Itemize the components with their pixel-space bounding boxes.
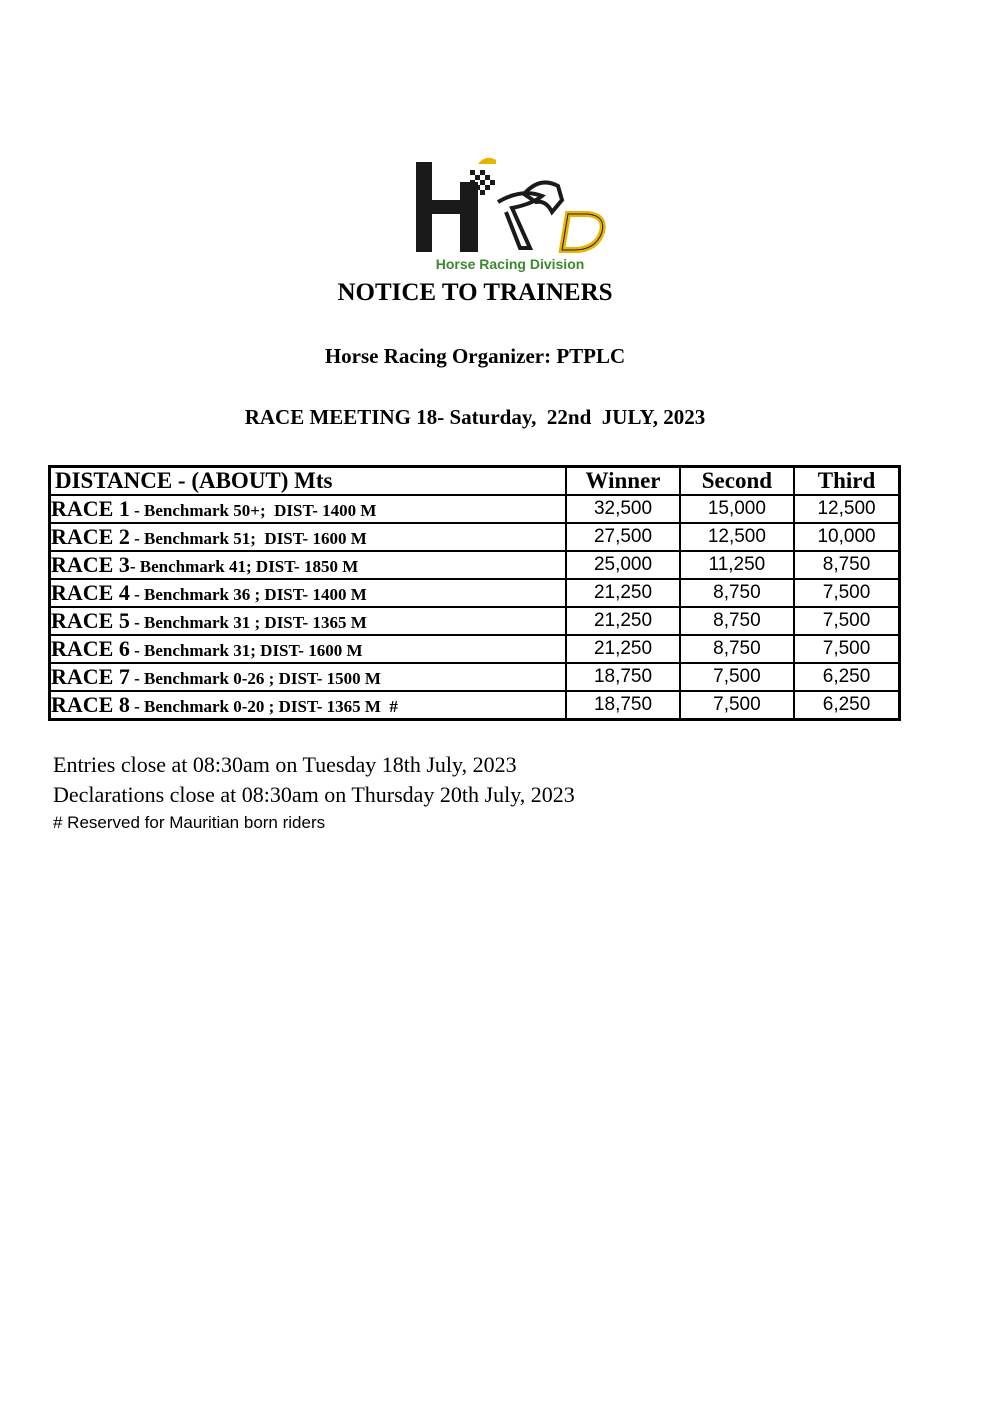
reserved-note: # Reserved for Mauritian born riders [53,813,326,832]
page-title: NOTICE TO TRAINERS [337,279,613,306]
logo-jockey-checks [470,170,495,195]
race-cell [50,495,567,523]
table-header-row [50,467,900,496]
race-number: RACE 4 [51,580,130,605]
second-prize: 7,500 [680,691,794,720]
third-prize: 8,750 [794,551,899,579]
table-row [50,523,900,551]
winner-prize: 21,250 [566,607,679,635]
organizer-line: Horse Racing Organizer: PTPLC [324,344,626,368]
table-row [50,495,900,523]
third-prize: 10,000 [794,523,899,551]
second-prize: 15,000 [680,495,794,523]
logo-helmet [478,158,496,164]
entries-close-note: Entries close at 08:30am on Tuesday 18th July, 2023 [53,752,517,777]
second-prize: 7,500 [680,663,794,691]
third-prize: 6,250 [794,691,899,720]
race-number: RACE 6 [51,636,130,661]
race-number: RACE 3 [51,552,130,577]
header-third: Third [794,467,899,496]
third-prize: 12,500 [794,495,899,523]
race-cell [50,691,567,720]
race-prize-table [48,465,901,721]
table-row [50,579,900,607]
race-cell [50,635,567,663]
declarations-close-note: Declarations close at 08:30am on Thursday 20th July, 2023 [53,782,575,807]
race-cell [50,663,567,691]
second-prize: 8,750 [680,579,794,607]
second-prize: 12,500 [680,523,794,551]
winner-prize: 18,750 [566,663,679,691]
race-description: - Benchmark 31 ; DIST- 1365 M [129,613,367,632]
second-prize: 8,750 [680,607,794,635]
logo-d [562,214,603,250]
race-description: - Benchmark 50+; DIST- 1400 M [129,501,377,520]
race-description: - Benchmark 0-20 ; DIST- 1365 M # [129,697,398,716]
race-number: RACE 1 [51,496,130,521]
race-description: - Benchmark 41; DIST- 1850 M [129,557,359,576]
race-cell [50,579,567,607]
race-cell [50,607,567,635]
meeting-line: RACE MEETING 18- Saturday, 22nd JULY, 2023 [244,405,706,429]
winner-prize: 32,500 [566,495,679,523]
race-description: - Benchmark 51; DIST- 1600 M [129,529,367,548]
logo-caption: Horse Racing Division [435,256,585,272]
table-row [50,663,900,691]
winner-prize: 18,750 [566,691,679,720]
winner-prize: 21,250 [566,579,679,607]
race-description: - Benchmark 31; DIST- 1600 M [129,641,363,660]
third-prize: 6,250 [794,663,899,691]
second-prize: 8,750 [680,635,794,663]
race-number: RACE 2 [51,524,130,549]
race-number: RACE 7 [51,664,130,689]
winner-prize: 21,250 [566,635,679,663]
race-description: - Benchmark 0-26 ; DIST- 1500 M [129,669,381,688]
third-prize: 7,500 [794,579,899,607]
race-number: RACE 5 [51,608,130,633]
race-description: - Benchmark 36 ; DIST- 1400 M [129,585,367,604]
header-second: Second [680,467,794,496]
table-row [50,607,900,635]
header-winner: Winner [566,467,679,496]
third-prize: 7,500 [794,635,899,663]
table-row [50,691,900,720]
table-row [50,551,900,579]
winner-prize: 25,000 [566,551,679,579]
second-prize: 11,250 [680,551,794,579]
table-row [50,635,900,663]
race-number: RACE 8 [51,692,130,717]
race-cell [50,551,567,579]
logo-h-right-stem [460,182,478,252]
race-cell [50,523,567,551]
winner-prize: 27,500 [566,523,679,551]
header-distance: DISTANCE - (ABOUT) Mts [50,467,567,496]
third-prize: 7,500 [794,607,899,635]
